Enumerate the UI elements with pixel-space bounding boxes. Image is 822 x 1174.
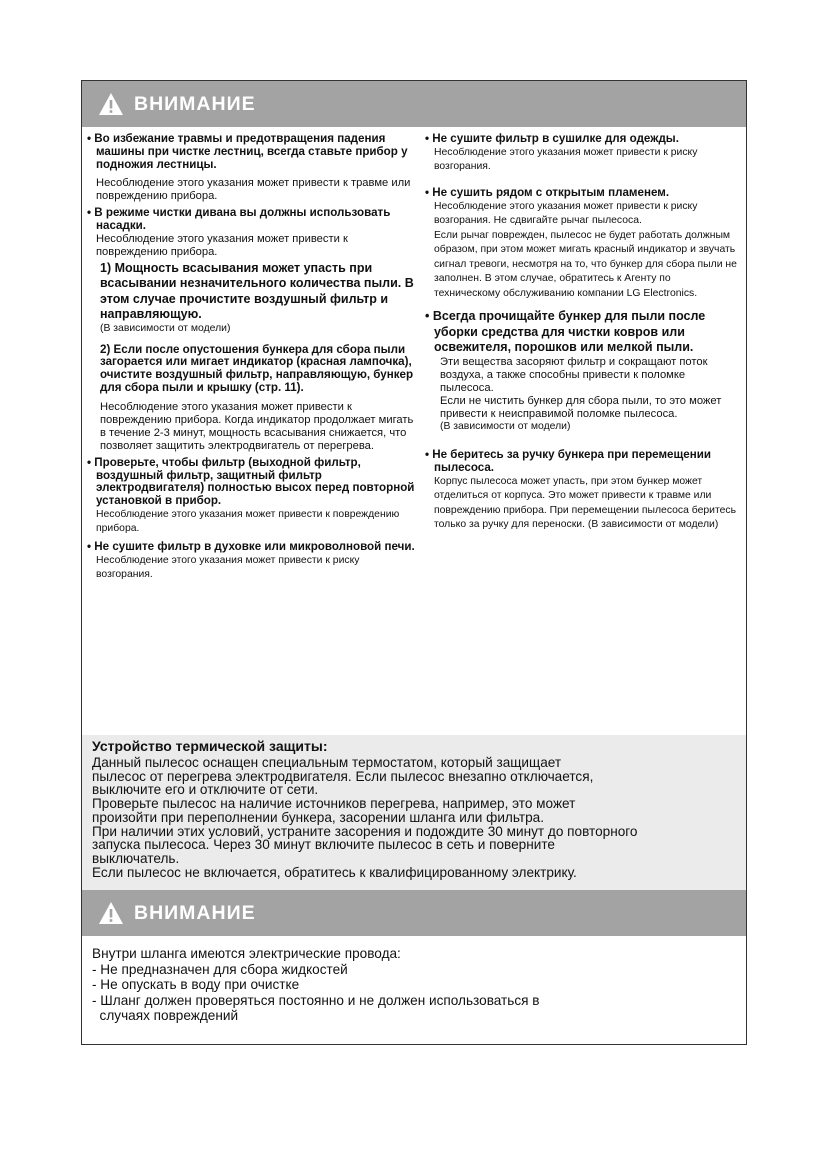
thermal-title: Устройство термической защиты: xyxy=(92,738,328,754)
left-item-2-point-1-note: (В зависимости от модели) xyxy=(100,322,231,334)
left-item-3 xyxy=(87,457,415,537)
hose-warning-line: - Не опускать в воду при очистке xyxy=(92,977,300,993)
left-item-2-text: Несоблюдение этого указания может привести к повреждению прибора. xyxy=(96,232,348,258)
hose-warning-body xyxy=(82,936,746,1024)
thermal-line: Проверьте пылесос на наличие источников перегрева, например, это может xyxy=(92,796,576,812)
right-column xyxy=(421,127,746,736)
thermal-line: При наличии этих условий, устраните засорения и подождите 30 минут до повторного xyxy=(92,823,638,839)
thermal-protection-section xyxy=(82,735,746,890)
thermal-line: запуска пылесоса. Через 30 минут включите пылесос в сеть и поверните xyxy=(92,837,555,853)
warning-header xyxy=(82,81,746,127)
hose-warning-line: случаях повреждений xyxy=(92,1008,239,1024)
right-item-2-text: Несоблюдение этого указания может привести к риску возгорания. Не сдвигайте рычаг пылесоса. xyxy=(433,200,698,227)
thermal-line: Данный пылесос оснащен специальным термостатом, который защищает xyxy=(92,755,562,770)
right-item-2-bold: • Не сушить рядом с открытым пламенем. xyxy=(424,185,670,199)
right-item-3-note: (В зависимости от модели) xyxy=(439,420,571,432)
right-item-4-bold: • Не беритесь за ручку бункера при перемещении пылесоса. xyxy=(424,448,711,474)
left-item-3-text: Несоблюдение этого указания может привести к повреждению прибора. xyxy=(96,508,400,535)
right-item-1 xyxy=(425,133,738,175)
right-item-3 xyxy=(425,309,738,433)
right-item-2 xyxy=(425,187,738,301)
right-item-4-text: Корпус пылесоса может упасть, при этом бункер может отделиться от корпуса. Это может привести к травме или повреждению прибора. При перемещении пылесоса беритесь только за ручку для переноски. (В зависимости от модели) xyxy=(433,475,737,531)
left-item-1-text: Несоблюдение этого указания может привести к травме или повреждению прибора. xyxy=(96,177,411,203)
right-item-3-bold: • Всегда прочищайте бункер для пыли после уборки средства для чистки ковров или освежителя, порошков или мелкой пыли. xyxy=(424,309,706,355)
hose-warning-line: - Шланг должен проверяться постоянно и не должен использоваться в xyxy=(92,992,540,1008)
thermal-line: выключите его и отключите от сети. xyxy=(92,782,319,798)
left-column xyxy=(82,127,421,736)
warning-title-2: ВНИМАНИЕ xyxy=(134,901,256,924)
left-item-2 xyxy=(87,207,415,452)
left-item-2-point-2: 2) Если после опустошения бункера для сбора пыли загорается или мигает индикатор (красная лампочка), очистите воздушный фильтр, направляющую, бункер для сбора пыли и крышку (стр. 11). xyxy=(100,342,414,394)
thermal-line: Если пылесос не включается, обратитесь к квалифицированному электрику. xyxy=(92,864,577,880)
warning-title: ВНИМАНИЕ xyxy=(134,92,256,115)
warning-triangle-icon xyxy=(98,92,124,116)
left-item-4-bold: • Не сушите фильтр в духовке или микроволновой печи. xyxy=(87,539,415,553)
hose-warning-line: - Не предназначен для сбора жидкостей xyxy=(92,961,348,977)
warning-header-2 xyxy=(82,890,746,936)
right-item-4 xyxy=(425,449,738,533)
right-item-1-text: Несоблюдение этого указания может привести к риску возгорания. xyxy=(433,146,698,173)
right-item-2-text-2: Если рычаг поврежден, пылесос не будет работать должным образом, при этом может мигать красный индикатор и звучать сигнал тревоги, несмотря на то, что бункер для сбора пыли не заполнен. В этом случае, обратитесь к Агенту по техническому обслуживанию компании LG Electronics. xyxy=(433,229,737,299)
warning-triangle-icon xyxy=(98,901,124,925)
warning-frame xyxy=(81,80,747,1045)
left-item-1 xyxy=(87,133,415,203)
hose-warning-section xyxy=(82,890,746,1024)
right-item-3-text: Эти вещества засоряют фильтр и сокращают поток воздуха, а также способны привести к поломке пылесоса. xyxy=(439,355,708,394)
left-item-3-bold: • Проверьте, чтобы фильтр (выходной фильтр, воздушный фильтр, защитный фильтр электродвигателя) полностью высох перед повторной установкой в прибор. xyxy=(87,455,415,508)
right-item-1-bold: • Не сушите фильтр в сушилке для одежды. xyxy=(424,132,679,145)
thermal-line: произойти при переполнении бункера, засорении шланга или фильтра. xyxy=(92,809,544,825)
left-item-2-point-2-text: Несоблюдение этого указания может привести к повреждению прибора. Когда индикатор продолжает мигать в течение 2-3 минут, мощность всасывания снижается, что позволяет защитить электродвигатель от перегрева. xyxy=(100,400,414,452)
left-item-4-text: Несоблюдение этого указания может привести к риску возгорания. xyxy=(96,554,360,581)
thermal-line: пылесос от перегрева электродвигателя. Если пылесос внезапно отключается, xyxy=(92,768,594,784)
left-item-2-bold: • В режиме чистки дивана вы должны использовать насадки. xyxy=(87,206,391,233)
thermal-line: выключатель. xyxy=(92,850,180,866)
left-item-4 xyxy=(87,541,415,583)
left-item-2-point-1: 1) Мощность всасывания может упасть при всасывании незначительного количества пыли. В этом случае прочистите воздушный фильтр и направляющую. xyxy=(100,260,414,322)
right-item-3-text-2: Если не чистить бункер для сбора пыли, то это может привести к неисправимой поломке пылесоса. xyxy=(439,394,722,420)
left-item-1-bold: • Во избежание травмы и предотвращения падения машины при чистке лестниц, всегда ставьте прибор у подножия лестницы. xyxy=(87,132,408,171)
hose-warning-line: Внутри шланга имеются электрические провода: xyxy=(92,946,401,961)
